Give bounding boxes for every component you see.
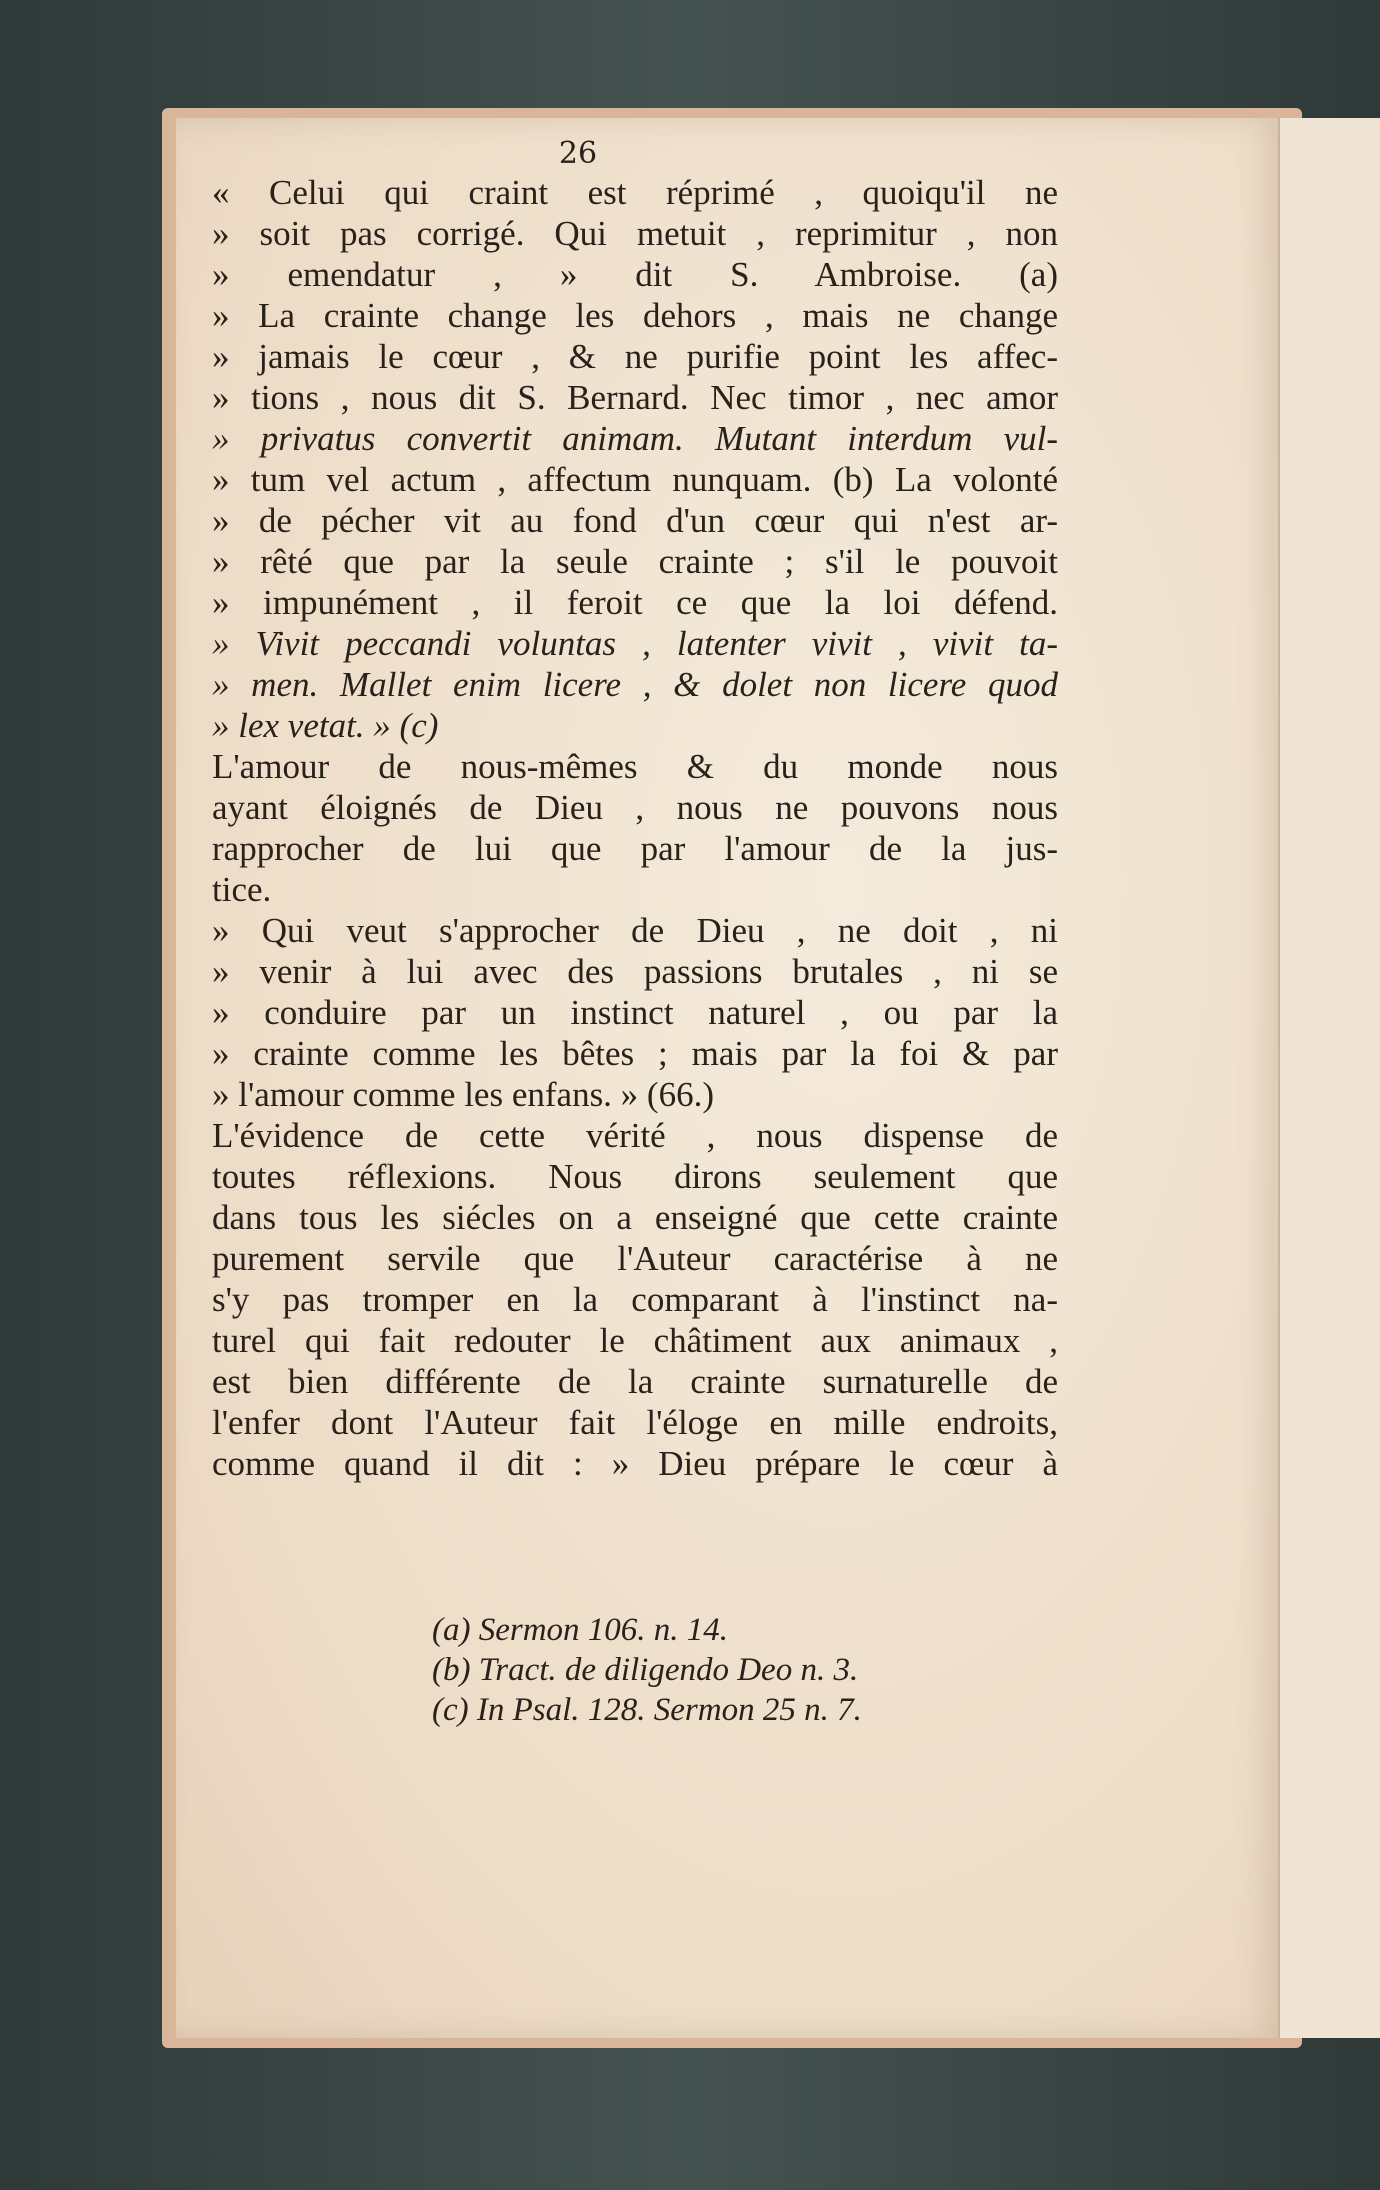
body-text — [212, 172, 1058, 1484]
text-line: toutes réflexions. Nous dirons seulement que — [212, 1157, 1058, 1196]
text-line: » privatus convertit animam. Mutant interdum vul- — [212, 419, 1058, 458]
text-line: » impunément , il feroit ce que la loi défend. — [212, 583, 1058, 622]
text-line: « Celui qui craint est réprimé , quoiqu'il ne — [212, 173, 1058, 212]
text-line: » l'amour comme les enfans. » (66.) — [212, 1075, 714, 1114]
text-line: l'enfer dont l'Auteur fait l'éloge en mille endroits, — [212, 1403, 1058, 1442]
text-line: est bien différente de la crainte surnaturelle de — [212, 1362, 1058, 1401]
text-line: comme quand il dit : » Dieu prépare le cœur à — [212, 1444, 1058, 1483]
text-line: rapprocher de lui que par l'amour de la jus- — [212, 829, 1058, 868]
text-line: » Qui veut s'approcher de Dieu , ne doit , ni — [212, 911, 1058, 950]
footnote: (a) Sermon 106. n. 14. — [432, 1612, 729, 1648]
text-line: » jamais le cœur , & ne purifie point les affec- — [212, 337, 1058, 376]
text-line: » Vivit peccandi voluntas , latenter vivit , vivit ta- — [212, 624, 1058, 663]
text-line: ayant éloignés de Dieu , nous ne pouvons nous — [212, 788, 1058, 827]
text-line: » La crainte change les dehors , mais ne change — [212, 296, 1058, 335]
text-line: purement servile que l'Auteur caractérise à ne — [212, 1239, 1058, 1278]
text-line: » crainte comme les bêtes ; mais par la foi & par — [212, 1034, 1058, 1073]
text-line: tice. — [212, 870, 272, 909]
footnote: (b) Tract. de diligendo Deo n. 3. — [432, 1652, 859, 1688]
text-line: » men. Mallet enim licere , & dolet non licere quod — [212, 665, 1058, 704]
text-line: » soit pas corrigé. Qui metuit , reprimitur , non — [212, 214, 1058, 253]
footnotes — [432, 1610, 992, 1730]
footnote: (c) In Psal. 128. Sermon 25 n. 7. — [432, 1692, 862, 1728]
text-line: » rêté que par la seule crainte ; s'il le pouvoit — [212, 542, 1058, 581]
text-line: » conduire par un instinct naturel , ou par la — [212, 993, 1058, 1032]
text-line: » lex vetat. » (c) — [212, 706, 439, 745]
text-line: » emendatur , » dit S. Ambroise. (a) — [212, 255, 1058, 294]
text-line: turel qui fait redouter le châtiment aux animaux , — [212, 1321, 1058, 1360]
text-line: s'y pas tromper en la comparant à l'instinct na- — [212, 1280, 1058, 1319]
text-line: L'amour de nous-mêmes & du monde nous — [212, 747, 1058, 786]
text-line: » tum vel actum , affectum nunquam. (b) La volonté — [212, 460, 1058, 499]
facing-page-edge — [1278, 118, 1380, 2038]
text-line: » venir à lui avec des passions brutales , ni se — [212, 952, 1058, 991]
text-line: » de pécher vit au fond d'un cœur qui n'est ar- — [212, 501, 1058, 540]
text-line: dans tous les siécles on a enseigné que cette crainte — [212, 1198, 1058, 1237]
text-line: » tions , nous dit S. Bernard. Nec timor , nec amor — [212, 378, 1058, 417]
text-line: L'évidence de cette vérité , nous dispense de — [212, 1116, 1058, 1155]
page-number: 26 — [558, 136, 598, 171]
